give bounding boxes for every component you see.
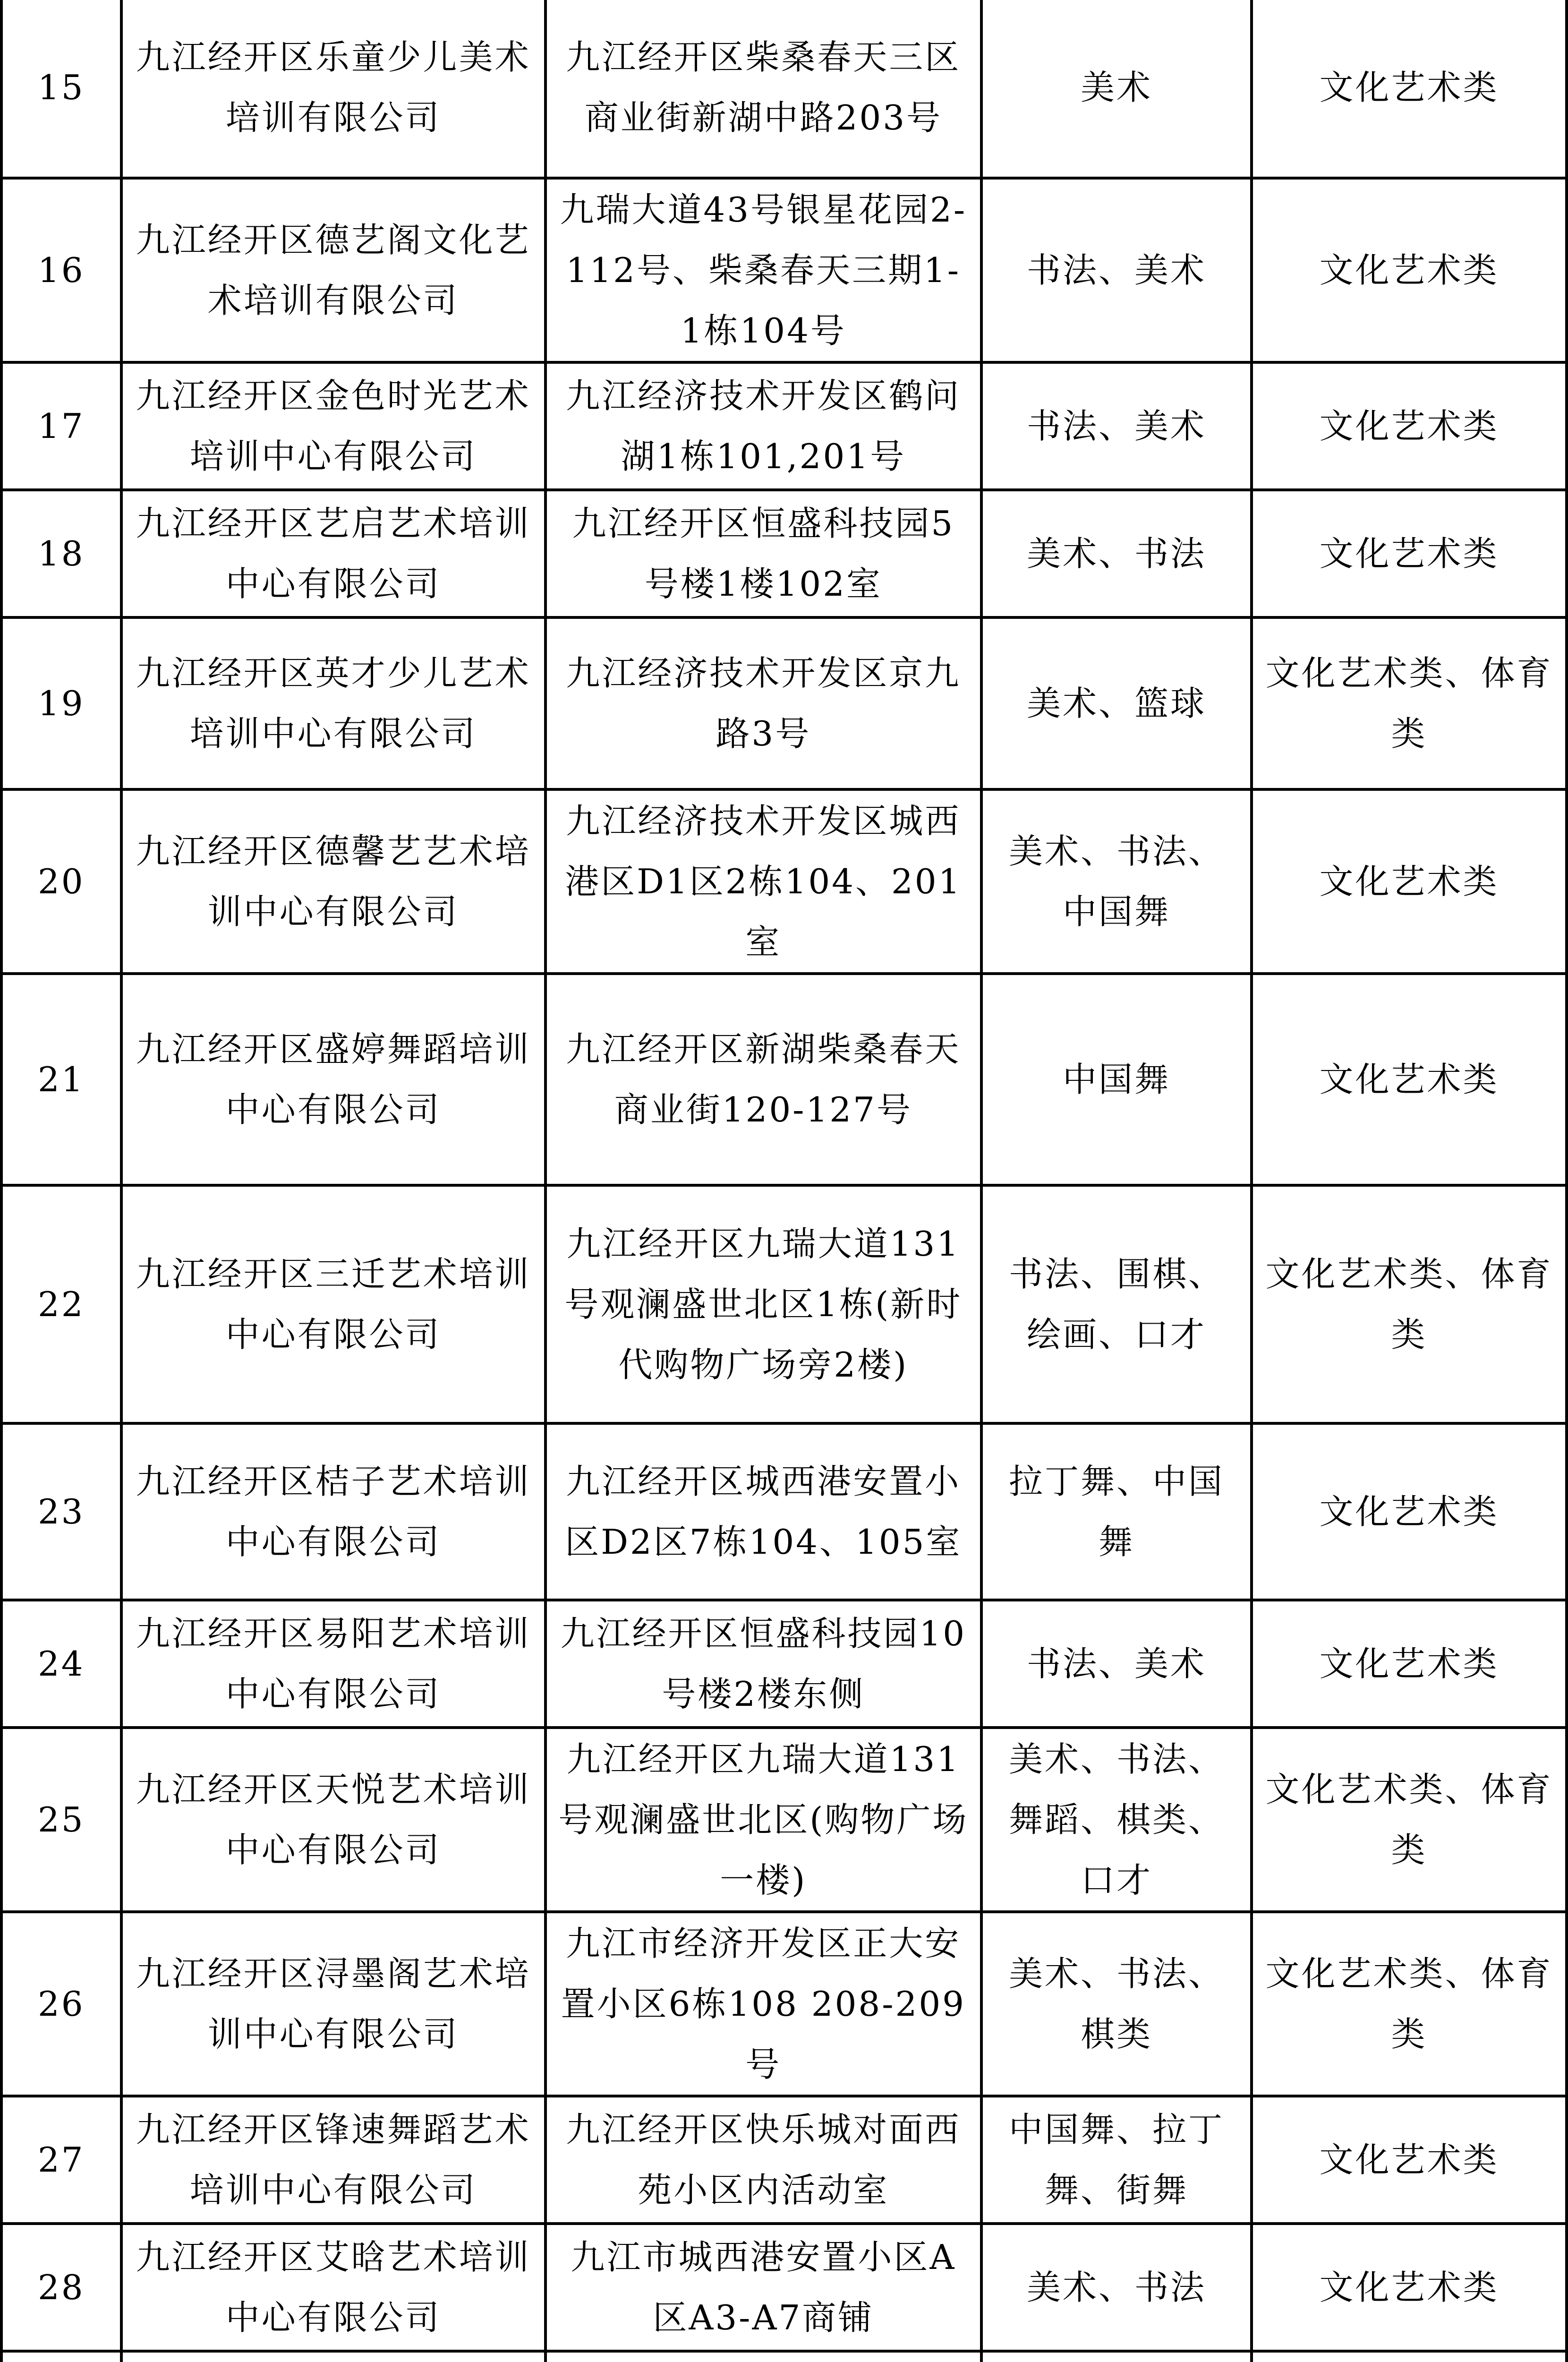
category-cell: 文化艺术类 [1252,1600,1567,1728]
address-cell: 九江经开区九瑞大道131号观澜盛世北区(购物广场一楼) [545,1728,981,1912]
row-number-cell: 17 [1,362,121,490]
subjects-cell: 美术、书法、棋类 [981,1912,1252,2096]
table-row [1,1185,1567,1423]
row-number-cell: 18 [1,490,121,617]
category-cell: 文化艺术类、体育类 [1252,1185,1567,1423]
row-number-cell [1,2351,121,2362]
category-cell: 文化艺术类 [1252,1423,1567,1600]
table-row [1,2096,1567,2224]
institution-name-cell: 九江经开区乐童少儿美术培训有限公司 [121,0,545,178]
table-row [1,1912,1567,2096]
address-cell: 九江经济技术开发区鹤问湖1栋101,201号 [545,362,981,490]
institution-name-cell: 九江经开区浔墨阁艺术培训中心有限公司 [121,1912,545,2096]
row-number-cell: 21 [1,974,121,1185]
row-number-cell: 27 [1,2096,121,2224]
address-cell: 九江经开区新湖柴桑春天商业街120-127号 [545,974,981,1185]
subjects-cell: 拉丁舞、中国舞 [981,1423,1252,1600]
address-cell: 九江经开区柴桑春天三区商业街新湖中路203号 [545,0,981,178]
institution-name-cell: 九江经开区锋速舞蹈艺术培训中心有限公司 [121,2096,545,2224]
table-row [1,974,1567,1185]
subjects-cell: 美术、书法 [981,490,1252,617]
row-number-cell: 25 [1,1728,121,1912]
address-cell: 九江经开区快乐城对面西苑小区内活动室 [545,2096,981,2224]
address-cell: 九江经济技术开发区城西港区D1区2栋104、201室 [545,789,981,974]
subjects-cell: 书法、围棋、绘画、口才 [981,1185,1252,1423]
address-cell: 九瑞大道43号银星花园2-112号、柴桑春天三期1-1栋104号 [545,178,981,362]
table-row [1,362,1567,490]
table-row [1,2224,1567,2351]
institution-name-cell: 九江经开区天悦艺术培训中心有限公司 [121,1728,545,1912]
table-body [1,0,1567,2362]
row-number-cell: 15 [1,0,121,178]
table-row [1,2351,1567,2362]
address-cell: 九江经开区九瑞大道131号观澜盛世北区1栋(新时代购物广场旁2楼) [545,1185,981,1423]
address-cell: 九江经开区城西港安置小区D2区7栋104、105室 [545,1423,981,1600]
address-cell: 九江经济技术开发区京九路3号 [545,617,981,789]
institution-name-cell: 九江经开区三迁艺术培训中心有限公司 [121,1185,545,1423]
category-cell: 文化艺术类 [1252,178,1567,362]
address-cell: 九江经开区恒盛科技园10号楼2楼东侧 [545,1600,981,1728]
row-number-cell: 28 [1,2224,121,2351]
table-row [1,789,1567,974]
institution-name-cell: 九江经开区金色时光艺术培训中心有限公司 [121,362,545,490]
row-number-cell: 24 [1,1600,121,1728]
table-row [1,1728,1567,1912]
subjects-cell: 书法、美术 [981,178,1252,362]
table-row [1,178,1567,362]
subjects-cell: 美术、书法 [981,2224,1252,2351]
row-number-cell: 19 [1,617,121,789]
subjects-cell: 书法、美术 [981,362,1252,490]
institution-name-cell: 九江经开区艾晗艺术培训中心有限公司 [121,2224,545,2351]
row-number-cell: 23 [1,1423,121,1600]
category-cell: 文化艺术类 [1252,974,1567,1185]
category-cell: 文化艺术类 [1252,789,1567,974]
category-cell: 文化艺术类、体育类 [1252,617,1567,789]
subjects-cell: 中国舞、拉丁舞、街舞 [981,2096,1252,2224]
subjects-cell: 美术、篮球 [981,617,1252,789]
institution-name-cell: 九江经开区英才少儿艺术培训中心有限公司 [121,617,545,789]
category-cell: 文化艺术类 [1252,2224,1567,2351]
address-cell: 九江市经济开发区正大安置小区6栋108 208-209号 [545,1912,981,2096]
institution-name-cell: 九江经开区桔子艺术培训中心有限公司 [121,1423,545,1600]
subjects-cell: 中国舞 [981,974,1252,1185]
institution-name-cell: 九江经开区艺启艺术培训中心有限公司 [121,490,545,617]
table-row [1,490,1567,617]
category-cell: 文化艺术类、体育类 [1252,1728,1567,1912]
category-cell: 文化艺术类 [1252,362,1567,490]
address-cell: 九江经开区恒盛科技园5号楼1楼102室 [545,490,981,617]
category-cell: 文化艺术类 [1252,2096,1567,2224]
subjects-cell [981,2351,1252,2362]
address-cell: 九江市城西港安置小区A区A3-A7商铺 [545,2224,981,2351]
subjects-cell: 美术、书法、舞蹈、棋类、口才 [981,1728,1252,1912]
table-row [1,617,1567,789]
institution-name-cell: 九江经开区德艺阁文化艺术培训有限公司 [121,178,545,362]
row-number-cell: 16 [1,178,121,362]
row-number-cell: 20 [1,789,121,974]
category-cell: 文化艺术类、体育类 [1252,1912,1567,2096]
subjects-cell: 美术、书法、中国舞 [981,789,1252,974]
table-row [1,0,1567,178]
address-cell [545,2351,981,2362]
row-number-cell: 22 [1,1185,121,1423]
institution-name-cell [121,2351,545,2362]
category-cell: 文化艺术类 [1252,490,1567,617]
subjects-cell: 美术 [981,0,1252,178]
category-cell: 文化艺术类 [1252,0,1567,178]
subjects-cell: 书法、美术 [981,1600,1252,1728]
institution-name-cell: 九江经开区盛婷舞蹈培训中心有限公司 [121,974,545,1185]
row-number-cell: 26 [1,1912,121,2096]
category-cell [1252,2351,1567,2362]
table-row [1,1600,1567,1728]
institution-name-cell: 九江经开区德馨艺艺术培训中心有限公司 [121,789,545,974]
institution-name-cell: 九江经开区易阳艺术培训中心有限公司 [121,1600,545,1728]
table-row [1,1423,1567,1600]
